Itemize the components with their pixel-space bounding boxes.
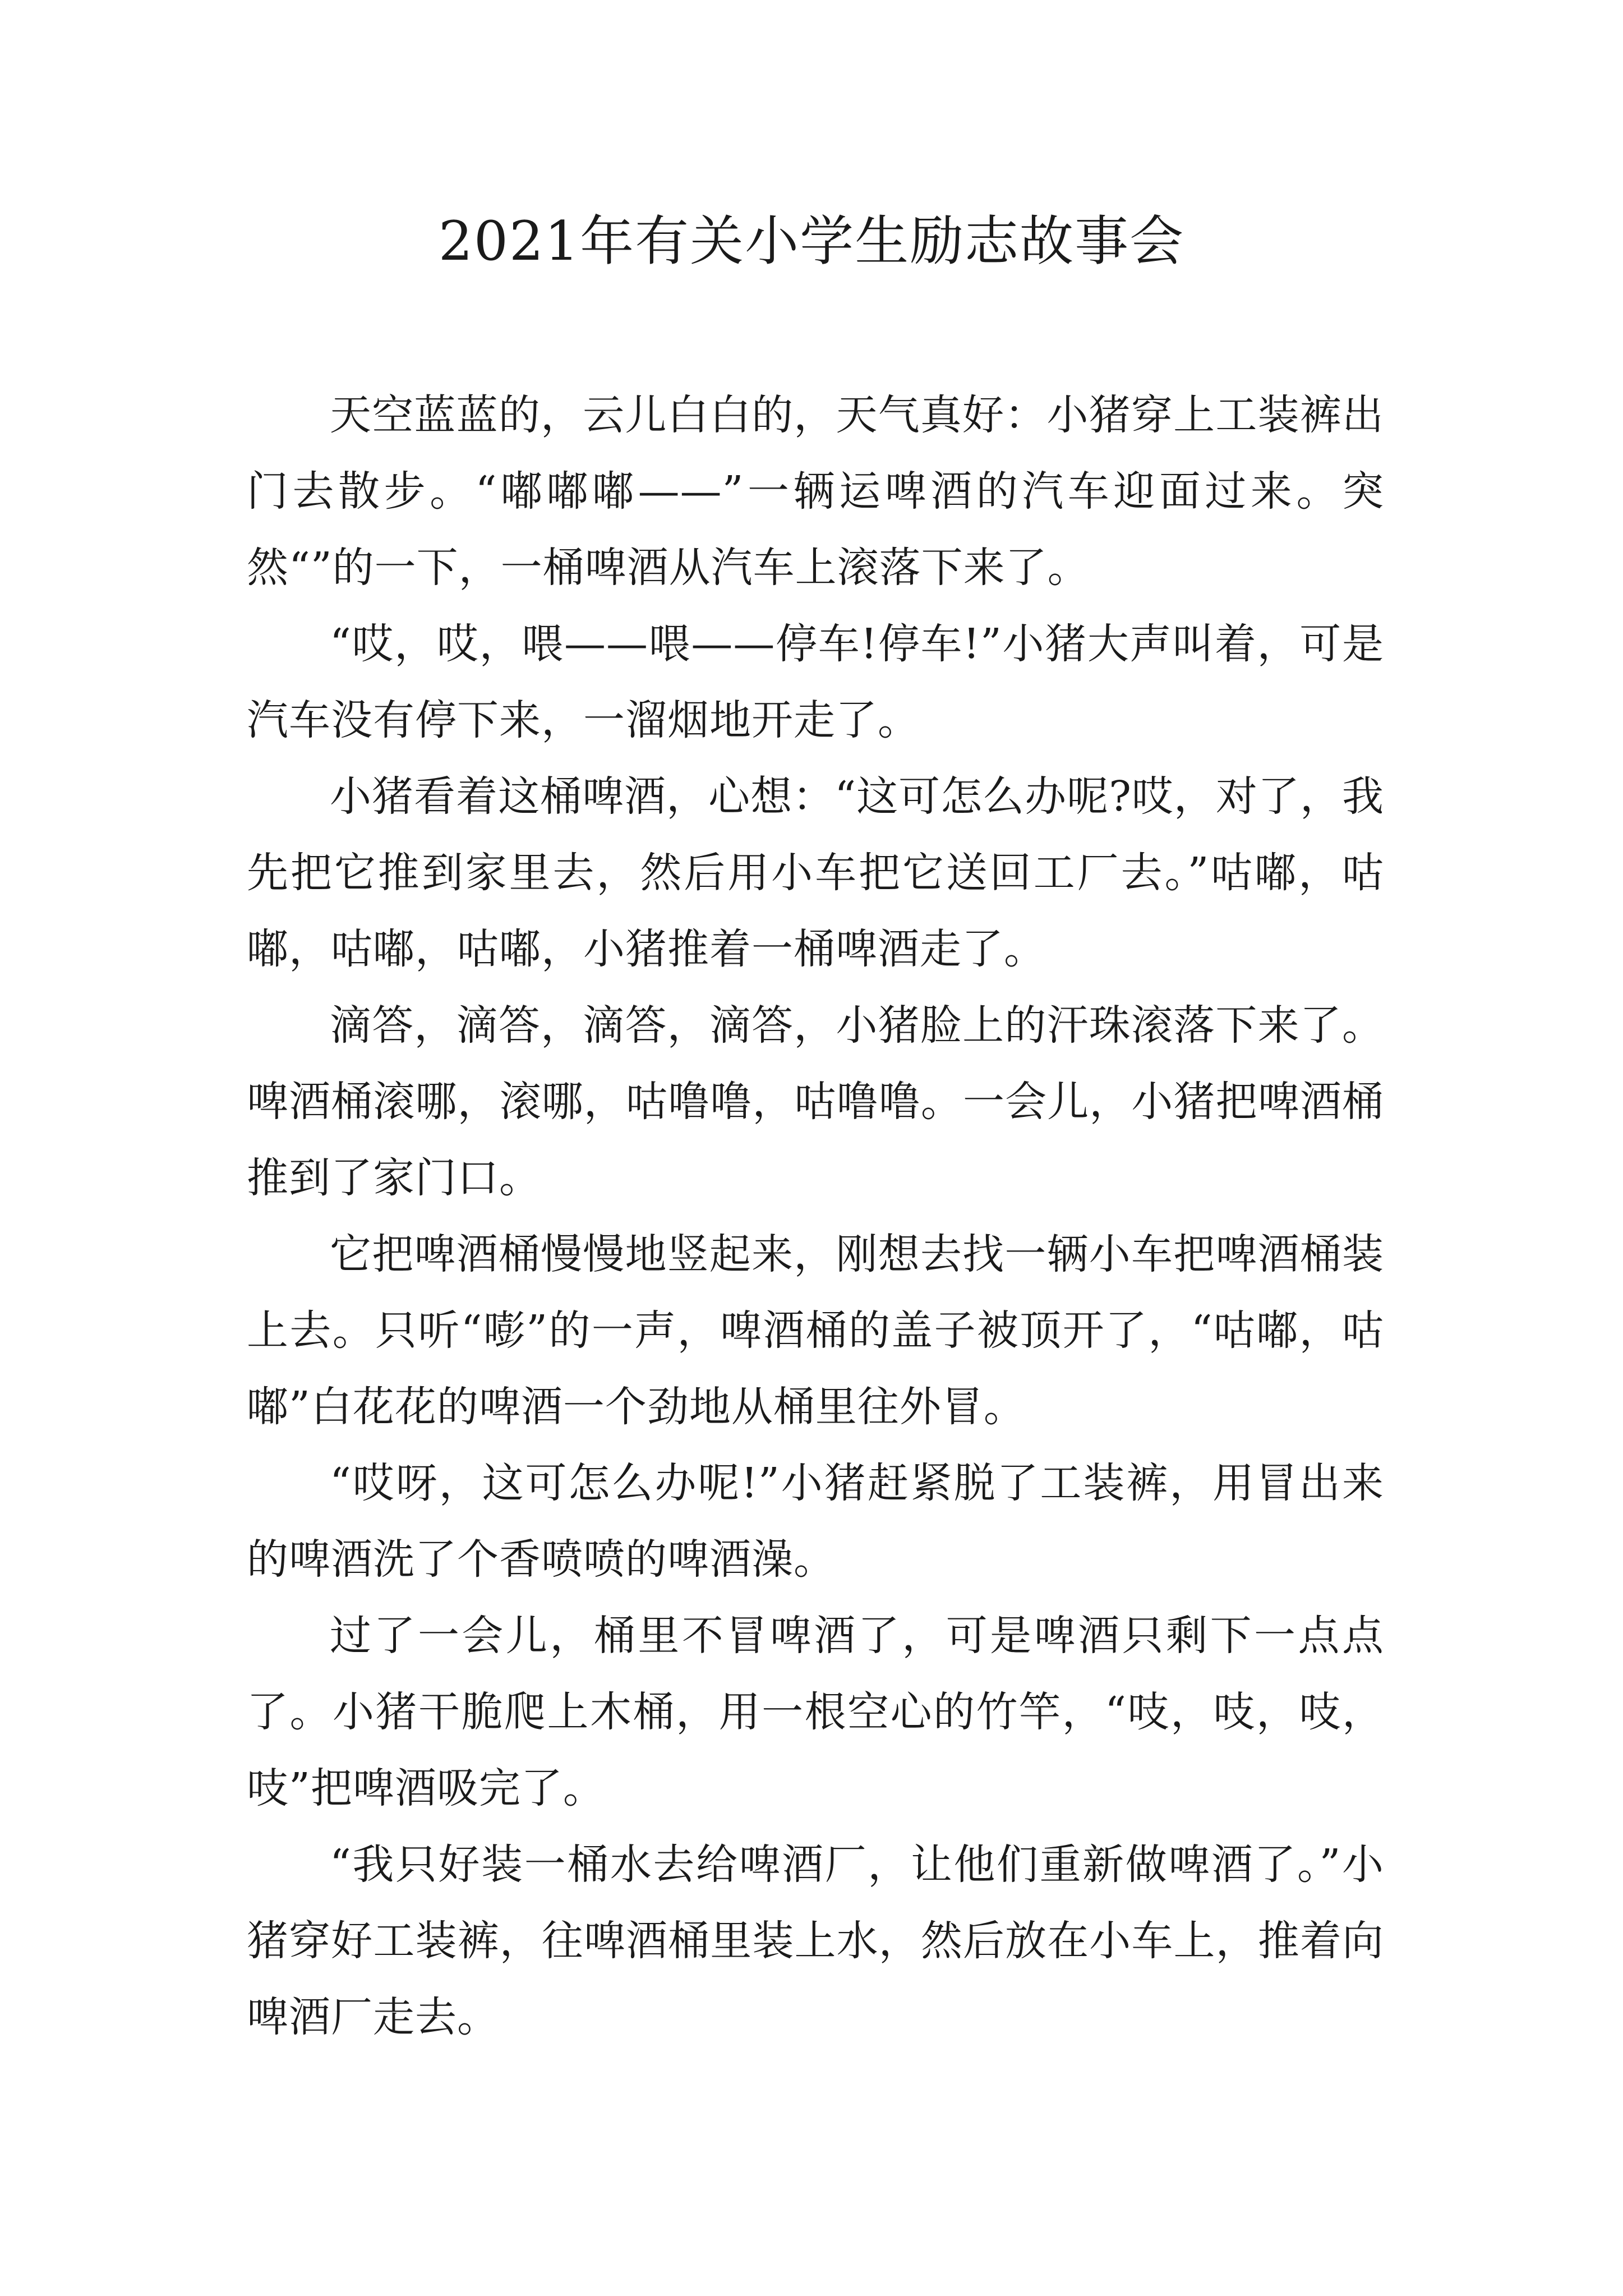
paragraph-3: 小猪看着这桶啤酒，心想：“这可怎么办呢?哎，对了，我先把它推到家里去，然后用小车把它送回工厂去。”咕嘟，咕嘟，咕嘟，咕嘟，小猪推着一桶啤酒走了。	[247, 772, 1384, 973]
paragraph-1: 天空蓝蓝的，云儿白白的，天气真好：小猪穿上工装裤出门去散步。“嘟嘟嘟——”一辆运啤酒的汽车迎面过来。突然“”的一下，一桶啤酒从汽车上滚落下来了。	[247, 391, 1384, 592]
paragraph-8: “我只好装一桶水去给啤酒厂，让他们重新做啤酒了。”小猪穿好工装裤，往啤酒桶里装上水，然后放在小车上，推着向啤酒厂走去。	[247, 1841, 1384, 2041]
document-title: 2021年有关小学生励志故事会	[438, 210, 1185, 273]
paragraph-5: 它把啤酒桶慢慢地竖起来，刚想去找一辆小车把啤酒桶装上去。只听“嘭”的一声，啤酒桶的盖子被顶开了，“咕嘟，咕嘟”白花花的啤酒一个劲地从桶里往外冒。	[247, 1230, 1384, 1431]
paragraph-6: “哎呀，这可怎么办呢!”小猪赶紧脱了工装裤，用冒出来的啤酒洗了个香喷喷的啤酒澡。	[247, 1459, 1384, 1584]
document-body	[247, 377, 1384, 2055]
paragraph-4: 滴答，滴答，滴答，滴答，小猪脸上的汗珠滚落下来了。啤酒桶滚哪，滚哪，咕噜噜，咕噜噜。一会儿，小猪把啤酒桶推到了家门口。	[247, 1001, 1384, 1202]
paragraph-7: 过了一会儿，桶里不冒啤酒了，可是啤酒只剩下一点点了。小猪干脆爬上木桶，用一根空心的竹竿，“吱，吱，吱，吱”把啤酒吸完了。	[247, 1612, 1384, 1812]
paragraph-2: “哎，哎，喂——喂——停车!停车!”小猪大声叫着，可是汽车没有停下来，一溜烟地开走了。	[247, 620, 1384, 744]
